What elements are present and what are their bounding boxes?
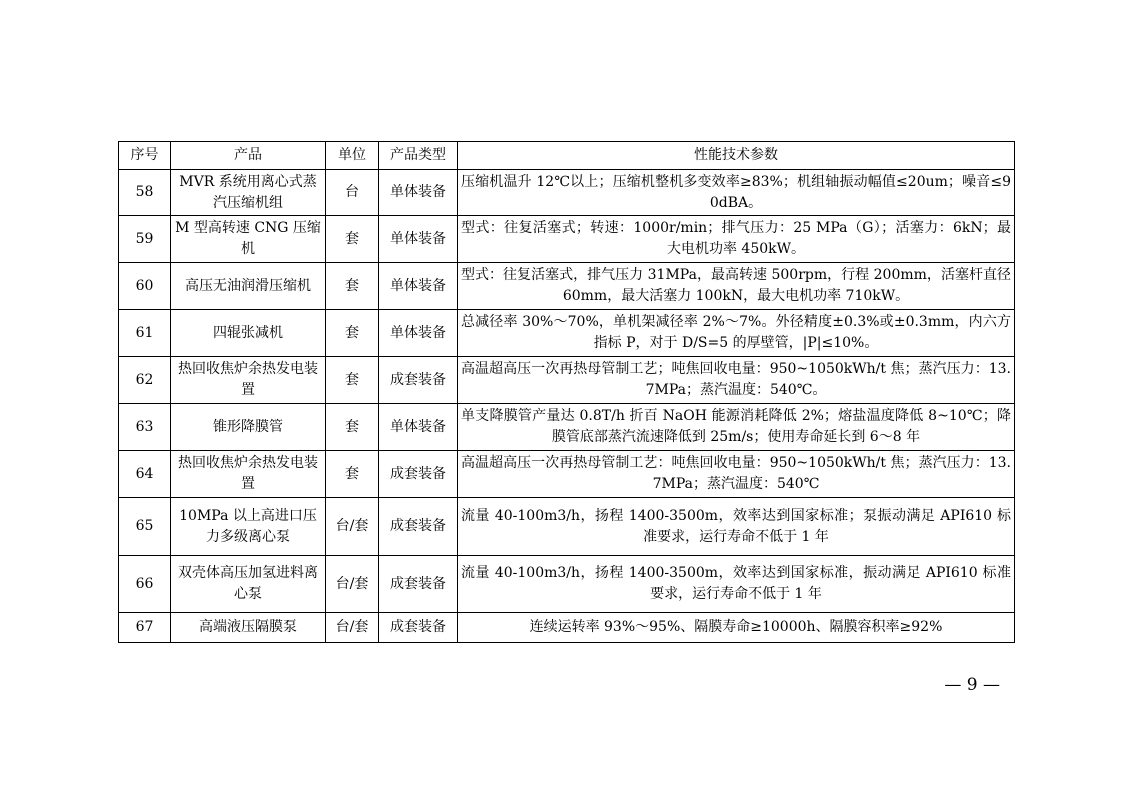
cell-type: 单体装备 [379,170,458,216]
params-text: 高温超高压一次再热母管制工艺：吨焦回收电量：950~1050kWh/t 焦；蒸汽压力：13.7MPa；蒸汽温度：540℃ [461,455,1011,492]
table-row [119,404,1015,451]
cell-type: 成套装备 [379,556,458,613]
cell-product: 双壳体高压加氢进料离心泵 [171,556,326,613]
cell-type: 单体装备 [379,404,458,451]
params-text: 总减径率 30%～70%，单机架减径率 2%～7%。外径精度±0.3%或±0.3mm，内六方指标 P，对于 D/S=5 的厚壁管，|P|≤10%。 [461,314,1011,351]
cell-params [458,357,1015,404]
cell-product: 10MPa 以上高进口压力多级离心泵 [171,498,326,556]
params-text: 型式：往复活塞式，排气压力 31MPa，最高转速 500rpm，行程 200mm，活塞杆直径 60mm，最大活塞力 100kN，最大电机功率 710kW。 [461,267,1011,304]
cell-unit: 套 [326,451,379,498]
cell-product: 四辊张减机 [171,310,326,357]
table-row [119,498,1015,556]
header-type: 产品类型 [379,142,458,170]
page-number: — 9 — [944,675,1000,695]
header-seq: 序号 [119,142,171,170]
table-row [119,170,1015,216]
cell-unit: 套 [326,310,379,357]
table-row [119,451,1015,498]
cell-params [458,216,1015,263]
cell-unit: 套 [326,263,379,310]
table-row [119,310,1015,357]
cell-unit: 台/套 [326,498,379,556]
cell-params [458,556,1015,613]
table-row [119,357,1015,404]
cell-product: 高压无油润滑压缩机 [171,263,326,310]
table-row [119,556,1015,613]
cell-type: 单体装备 [379,263,458,310]
cell-type: 单体装备 [379,310,458,357]
cell-unit: 台 [326,170,379,216]
cell-unit: 套 [326,404,379,451]
params-text: 连续运转率 93%～95%、隔膜寿命≥10000h、隔膜容积率≥92% [529,619,943,635]
cell-params [458,404,1015,451]
cell-unit: 套 [326,216,379,263]
cell-params [458,310,1015,357]
cell-type: 成套装备 [379,498,458,556]
cell-product: 热回收焦炉余热发电装置 [171,357,326,404]
header-unit: 单位 [326,142,379,170]
cell-unit: 台/套 [326,556,379,613]
table-body [119,170,1015,643]
cell-seq: 66 [119,556,171,613]
params-text: 单支降膜管产量达 0.8T/h 折百 NaOH 能源消耗降低 2%；熔盐温度降低 8~10℃；降膜管底部蒸汽流速降低到 25m/s；使用寿命延长到 6～8 年 [461,408,1011,445]
cell-params [458,613,1015,643]
cell-product: 热回收焦炉余热发电装置 [171,451,326,498]
table-row [119,613,1015,643]
cell-seq: 59 [119,216,171,263]
cell-params [458,170,1015,216]
cell-seq: 61 [119,310,171,357]
header-params: 性能技术参数 [458,142,1015,170]
cell-type: 成套装备 [379,357,458,404]
header-product: 产品 [171,142,326,170]
table-row [119,216,1015,263]
product-spec-table [118,141,1015,643]
cell-params [458,498,1015,556]
params-text: 高温超高压一次再热母管制工艺；吨焦回收电量：950~1050kWh/t 焦；蒸汽压力：13.7MPa；蒸汽温度：540℃。 [461,361,1011,398]
cell-unit: 台/套 [326,613,379,643]
cell-seq: 63 [119,404,171,451]
cell-params [458,451,1015,498]
cell-seq: 62 [119,357,171,404]
cell-product: M 型高转速 CNG 压缩机 [171,216,326,263]
cell-seq: 60 [119,263,171,310]
params-text: 流量 40-100m3/h，扬程 1400-3500m，效率达到国家标准，振动满足 API610 标准要求，运行寿命不低于 1 年 [461,565,1011,602]
cell-type: 成套装备 [379,613,458,643]
cell-type: 成套装备 [379,451,458,498]
cell-product: MVR 系统用离心式蒸汽压缩机组 [171,170,326,216]
cell-params [458,263,1015,310]
params-text: 流量 40-100m3/h，扬程 1400-3500m，效率达到国家标准；泵振动满足 API610 标准要求，运行寿命不低于 1 年 [461,507,1011,545]
cell-seq: 67 [119,613,171,643]
table-row [119,263,1015,310]
cell-product: 锥形降膜管 [171,404,326,451]
cell-product: 高端液压隔膜泵 [171,613,326,643]
cell-seq: 65 [119,498,171,556]
params-text: 型式：往复活塞式；转速：1000r/min；排气压力：25 MPa（G）；活塞力：6kN；最大电机功率 450kW。 [461,220,1011,257]
cell-seq: 64 [119,451,171,498]
header-row [119,142,1015,170]
cell-unit: 套 [326,357,379,404]
cell-type: 单体装备 [379,216,458,263]
table-header [119,142,1015,170]
params-text: 压缩机温升 12℃以上；压缩机整机多变效率≥83%；机组轴振动幅值≤20um；噪音≤90dBA。 [461,173,1011,211]
cell-seq: 58 [119,170,171,216]
